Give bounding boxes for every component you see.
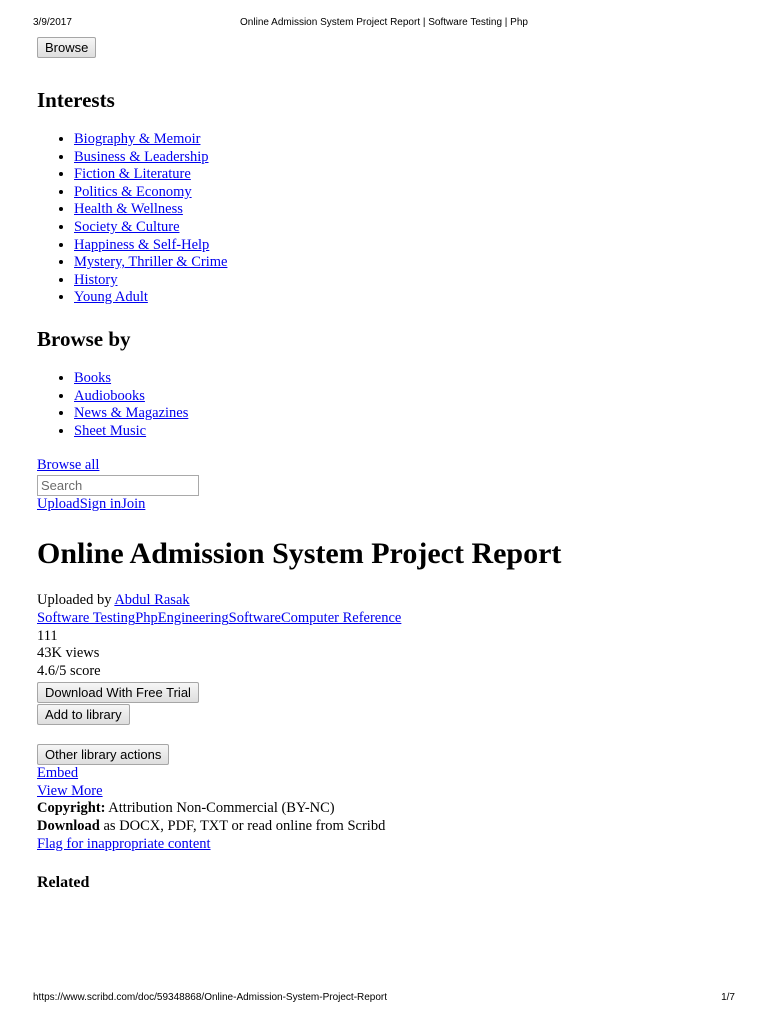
tag-link[interactable]: Software	[228, 609, 281, 626]
interest-link[interactable]: Mystery, Thriller & Crime	[74, 254, 228, 271]
list-item	[74, 423, 737, 441]
author-link[interactable]: Abdul Rasak	[114, 591, 190, 608]
tag-link[interactable]: Software Testing	[37, 609, 136, 626]
interest-link[interactable]: Biography & Memoir	[74, 131, 201, 147]
copyright-label: Copyright:	[37, 800, 106, 817]
print-title: Online Admission System Project Report | Software Testing | Php	[240, 17, 528, 28]
score: 4.6/5 score	[37, 663, 101, 680]
list-item	[74, 289, 737, 307]
list-item	[74, 388, 737, 406]
browse-all-link[interactable]: Browse all	[37, 457, 100, 474]
interest-link[interactable]: Happiness & Self-Help	[74, 236, 210, 253]
embed-link[interactable]: Embed	[37, 764, 79, 781]
account-links	[37, 496, 737, 514]
browse-by-heading: Browse by	[37, 326, 131, 351]
list-item	[74, 184, 737, 202]
view-count: 43K views	[37, 645, 100, 662]
list-item	[74, 201, 737, 219]
list-item	[74, 131, 737, 149]
other-library-actions-button[interactable]: Other library actions	[37, 744, 169, 765]
browse-by-link[interactable]: Audiobooks	[74, 387, 145, 404]
browse-by-link[interactable]: Books	[74, 369, 112, 386]
sign-in-link[interactable]: Sign in	[79, 496, 122, 513]
tag-link[interactable]: Php	[135, 609, 158, 626]
download-free-trial-button[interactable]: Download With Free Trial	[37, 682, 199, 703]
browse-button[interactable]: Browse	[37, 37, 96, 58]
tag-link[interactable]: Computer Reference	[280, 609, 402, 626]
interest-link[interactable]: History	[74, 271, 118, 288]
interest-link[interactable]: Young Adult	[74, 289, 148, 306]
interest-link[interactable]: Society & Culture	[74, 218, 180, 235]
copyright-value: Attribution Non-Commercial (BY-NC)	[105, 800, 335, 817]
related-heading: Related	[37, 873, 90, 891]
interest-link[interactable]: Business & Leadership	[74, 148, 209, 165]
browse-all-row	[37, 457, 737, 475]
download-row	[37, 818, 737, 836]
search-input[interactable]	[37, 475, 199, 496]
tag-links	[37, 610, 737, 628]
list-item	[74, 149, 737, 167]
print-footer	[0, 992, 768, 1006]
view-more-link[interactable]: View More	[37, 782, 103, 799]
uploaded-by-label: Uploaded by	[37, 591, 112, 608]
upload-link[interactable]: Upload	[37, 496, 80, 513]
download-label: Download	[37, 818, 100, 835]
list-item	[74, 405, 737, 423]
browse-by-link[interactable]: Sheet Music	[74, 422, 147, 439]
add-to-library-button[interactable]: Add to library	[37, 704, 130, 725]
print-date: 3/9/2017	[33, 17, 72, 28]
list-item	[74, 272, 737, 290]
print-header	[0, 17, 768, 31]
list-item	[74, 370, 737, 388]
uploaded-by-row	[37, 592, 737, 610]
view-more-row	[37, 783, 737, 801]
interest-link[interactable]: Health & Wellness	[74, 201, 183, 218]
download-value: as DOCX, PDF, TXT or read online from Scribd	[99, 818, 386, 835]
embed-row	[37, 765, 737, 783]
interest-link[interactable]: Fiction & Literature	[74, 166, 191, 183]
interests-list	[37, 131, 737, 307]
copyright-row	[37, 800, 737, 818]
list-item	[74, 219, 737, 237]
print-url: https://www.scribd.com/doc/59348868/Online-Admission-System-Project-Report	[33, 992, 388, 1003]
flag-row	[37, 836, 737, 854]
document-title: Online Admission System Project Report	[37, 536, 562, 570]
tag-link[interactable]: Engineering	[157, 609, 229, 626]
print-page-number: 1/7	[721, 992, 735, 1003]
interests-heading: Interests	[37, 88, 115, 112]
interest-link[interactable]: Politics & Economy	[74, 183, 192, 200]
page-count: 111	[37, 627, 58, 644]
list-item	[74, 254, 737, 272]
flag-link[interactable]: Flag for inappropriate content	[37, 836, 211, 853]
browse-by-link[interactable]: News & Magazines	[74, 405, 189, 422]
list-item	[74, 237, 737, 255]
page-content	[37, 37, 737, 893]
browse-by-list	[37, 370, 737, 440]
list-item	[74, 166, 737, 184]
join-link[interactable]: Join	[121, 496, 146, 513]
